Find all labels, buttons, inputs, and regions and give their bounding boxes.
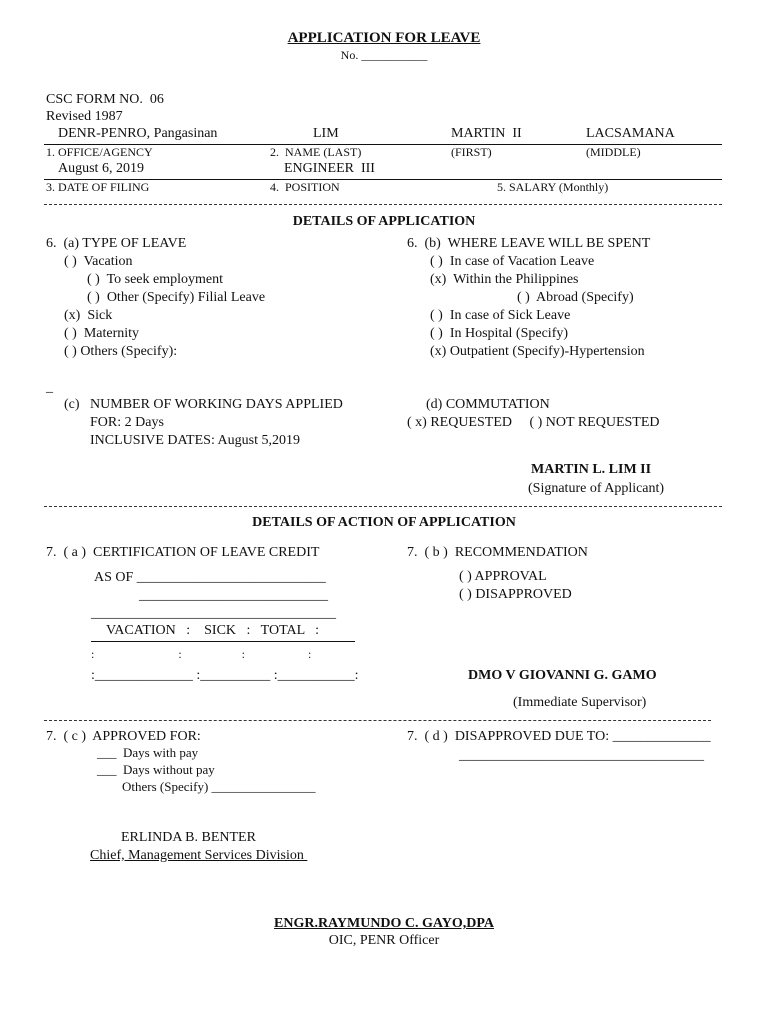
where-leave-heading: 6. (b) WHERE LEAVE WILL BE SPENT xyxy=(407,236,651,251)
officer-name: ENGR.RAYMUNDO C. GAYO,DPA xyxy=(274,916,494,931)
approved-for-heading: 7. ( c ) APPROVED FOR: xyxy=(46,729,201,744)
disapproved-due-field[interactable]: 7. ( d ) DISAPPROVED DUE TO: ______________ xyxy=(407,729,711,744)
chief-title: Chief, Management Services Division xyxy=(90,848,308,863)
recommendation-heading: 7. ( b ) RECOMMENDATION xyxy=(407,545,588,560)
revision-label: Revised 1987 xyxy=(46,109,123,124)
option-abroad[interactable]: ( ) Abroad (Specify) xyxy=(517,290,634,305)
days-without-pay[interactable]: ___ Days without pay xyxy=(97,762,215,777)
date-filing-value: August 6, 2019 xyxy=(58,161,144,176)
salary-label: 5. SALARY (Monthly) xyxy=(497,180,609,194)
option-maternity[interactable]: ( ) Maternity xyxy=(64,326,140,341)
first-name-value: MARTIN II xyxy=(451,126,522,141)
inclusive-dates: INCLUSIVE DATES: August 5,2019 xyxy=(90,433,301,448)
position-value: ENGINEER III xyxy=(284,161,375,176)
credit-table-bottom: :______________ :__________ :___________: xyxy=(91,668,359,683)
officer-title: OIC, PENR Officer xyxy=(328,933,440,948)
office-value: DENR-PENRO, Pangasinan xyxy=(58,126,218,141)
first-label: (FIRST) xyxy=(451,145,492,159)
chief-name: ERLINDA B. BENTER xyxy=(121,830,256,845)
details-heading: DETAILS OF APPLICATION xyxy=(292,214,476,229)
others-specify-field[interactable]: Others (Specify) ________________ xyxy=(122,779,316,794)
option-case-sick[interactable]: ( ) In case of Sick Leave xyxy=(430,308,571,323)
table-header-rule xyxy=(91,641,355,642)
leave-credit-heading: 7. ( a ) CERTIFICATION OF LEAVE CREDIT xyxy=(46,545,320,560)
commutation-label: (d) COMMUTATION xyxy=(426,397,550,412)
position-label: 4. POSITION xyxy=(270,180,340,194)
table-topline: ___________________________________ xyxy=(91,606,336,621)
as-of-line2: ___________________________ xyxy=(139,588,328,603)
supervisor-label: (Immediate Supervisor) xyxy=(513,695,647,710)
name-label: 2. NAME (LAST) xyxy=(270,145,362,159)
date-filing-label: 3. DATE OF FILING xyxy=(46,180,150,194)
option-disapproved[interactable]: ( ) DISAPPROVED xyxy=(459,587,572,602)
middle-label: (MIDDLE) xyxy=(586,145,641,159)
option-approval[interactable]: ( ) APPROVAL xyxy=(459,569,547,584)
option-hospital[interactable]: ( ) In Hospital (Specify) xyxy=(430,326,569,341)
credit-table-header: VACATION : SICK : TOTAL : xyxy=(106,623,320,638)
applicant-signature-label: (Signature of Applicant) xyxy=(528,481,665,496)
action-heading: DETAILS OF ACTION OF APPLICATION xyxy=(252,515,516,530)
leave-type-heading: 6. (a) TYPE OF LEAVE xyxy=(46,236,187,251)
form-number: No. ___________ xyxy=(340,48,428,62)
office-label: 1. OFFICE/AGENCY xyxy=(46,145,153,159)
middle-name-value: LACSAMANA xyxy=(586,126,675,141)
dashed-divider xyxy=(44,204,722,205)
stray-mark: _ xyxy=(46,380,53,395)
credit-table-row: : : : : xyxy=(91,647,312,661)
as-of-field[interactable]: AS OF ___________________________ xyxy=(94,570,326,585)
option-outpatient[interactable]: (x) Outpatient (Specify)-Hypertension xyxy=(430,344,645,359)
option-case-vacation[interactable]: ( ) In case of Vacation Leave xyxy=(430,254,595,269)
option-seek-employment[interactable]: ( ) To seek employment xyxy=(87,272,224,287)
option-vacation[interactable]: ( ) Vacation xyxy=(64,254,133,269)
working-days-value: FOR: 2 Days xyxy=(90,415,164,430)
days-with-pay[interactable]: ___ Days with pay xyxy=(97,745,199,760)
form-code: CSC FORM NO. 06 xyxy=(46,92,164,107)
option-within-philippines[interactable]: (x) Within the Philippines xyxy=(430,272,579,287)
dashed-divider xyxy=(44,720,711,721)
last-name-value: LIM xyxy=(313,126,339,141)
disapproved-line2: ___________________________________ xyxy=(459,748,704,763)
working-days-label: (c) NUMBER OF WORKING DAYS APPLIED xyxy=(64,397,343,412)
option-other-specify[interactable]: ( ) Other (Specify) Filial Leave xyxy=(87,290,266,305)
supervisor-name: DMO V GIOVANNI G. GAMO xyxy=(468,668,657,683)
dashed-divider xyxy=(44,506,722,507)
form-title: APPLICATION FOR LEAVE xyxy=(287,30,481,46)
option-others[interactable]: ( ) Others (Specify): xyxy=(64,344,178,359)
applicant-signature-name: MARTIN L. LIM II xyxy=(531,462,652,477)
commutation-options[interactable]: ( x) REQUESTED ( ) NOT REQUESTED xyxy=(407,415,660,430)
option-sick[interactable]: (x) Sick xyxy=(64,308,113,323)
